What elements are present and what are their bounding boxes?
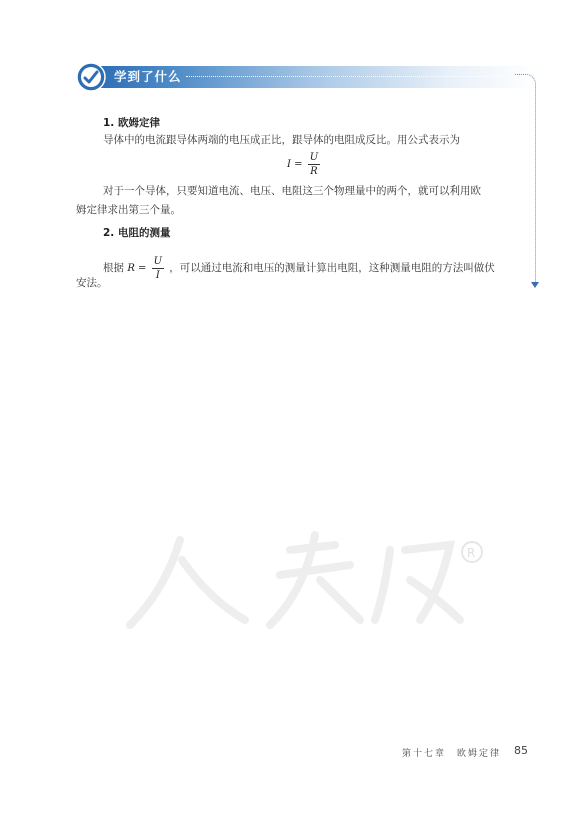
formula-fraction <box>152 255 164 282</box>
formula-denominator: R <box>310 166 318 177</box>
paragraph-suffix: ，可以通过电流和电压的测量计算出电阻，这种测量电阻的方法叫做伏 <box>169 262 495 274</box>
resistance-formula <box>127 256 169 281</box>
paragraph-line: 姆定律求出第三个量。 <box>76 204 181 216</box>
formula-lhs: R = <box>127 263 147 274</box>
paragraph-line: 对于一个导体，只要知道电流、电压、电阻这三个物理量中的两个，就可以利用欧 <box>103 185 481 197</box>
side-dotted-guide <box>515 74 536 285</box>
paragraph-resistance <box>103 255 495 282</box>
formula-lhs: I = <box>287 159 303 170</box>
section-banner <box>76 64 538 90</box>
section-heading-ohms-law: 1. 欧姆定律 <box>103 117 160 129</box>
formula-numerator: U <box>309 152 319 163</box>
down-arrow-icon <box>531 282 539 288</box>
banner-title: 学到了什么 <box>114 69 182 84</box>
page-number: 85 <box>514 744 528 757</box>
ohms-law-formula <box>287 151 322 178</box>
publisher-watermark-logo <box>120 520 510 640</box>
paragraph-ohms-law: 导体中的电流跟导体两端的电压成正比，跟导体的电阻成反比。用公式表示为 <box>103 134 460 146</box>
formula-numerator: U <box>153 256 163 267</box>
formula-fraction <box>308 151 320 178</box>
section-heading-resistance-measurement: 2. 电阻的测量 <box>103 227 171 239</box>
footer-chapter: 第十七章 欧姆定律 <box>402 749 502 759</box>
svg-text:R: R <box>467 546 476 560</box>
book-check-icon <box>76 62 106 92</box>
formula-denominator: I <box>155 270 160 281</box>
banner-dotted-line <box>186 76 516 77</box>
paragraph-line: 安法。 <box>76 277 108 289</box>
paragraph-prefix: 根据 <box>103 262 124 274</box>
watermark-text: 人教版 <box>120 520 123 521</box>
